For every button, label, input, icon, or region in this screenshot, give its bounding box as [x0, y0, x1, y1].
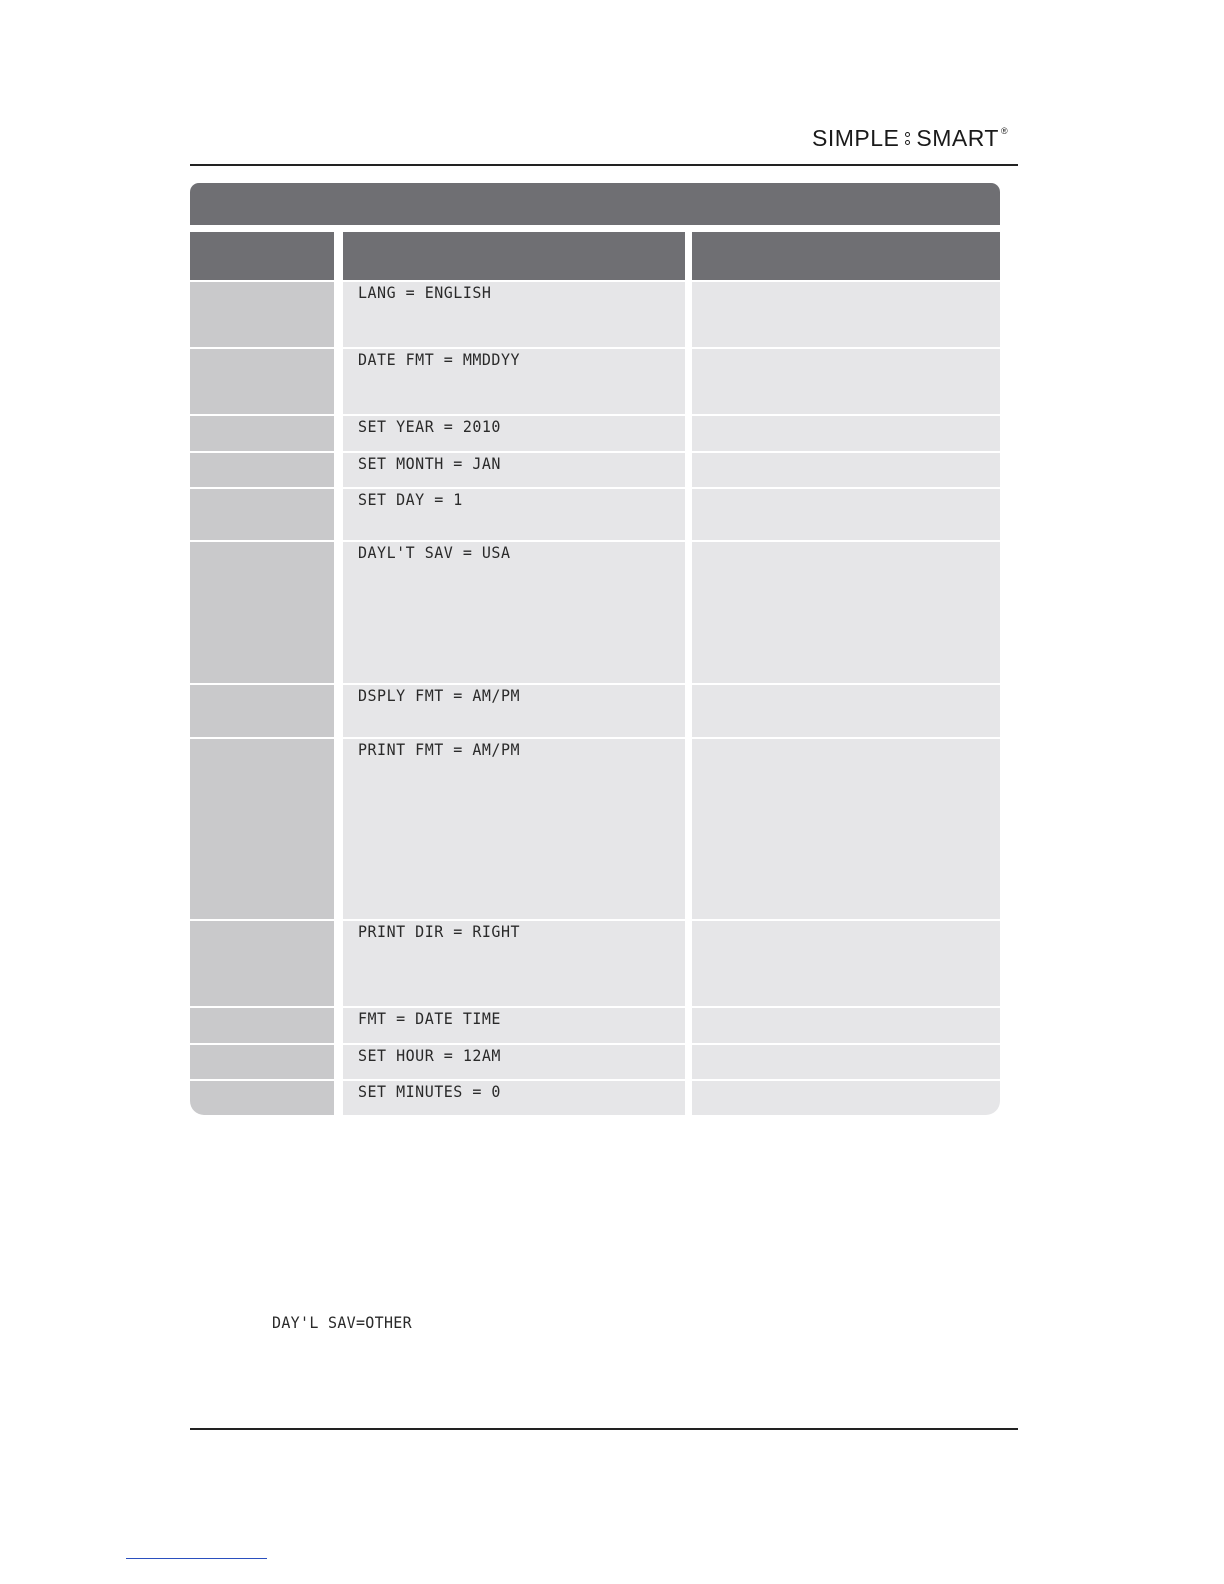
table-title-bar [190, 183, 1000, 225]
table-cell-setting [343, 489, 685, 540]
table-cell-setting [343, 1045, 685, 1079]
brand-dots-icon [905, 132, 910, 145]
table-cell-description [692, 416, 1000, 451]
table-cell-description [692, 489, 1000, 540]
table-row [190, 1008, 1000, 1043]
setting-display-text: DATE FMT = MMDDYY [358, 350, 521, 370]
table-cell-function [190, 349, 334, 414]
setting-display-text: LANG = ENGLISH [358, 283, 492, 303]
table-row [190, 1081, 1000, 1115]
table-row [190, 349, 1000, 414]
table-cell-function [190, 453, 334, 487]
column-header-3 [692, 232, 1000, 280]
footer-link-underline[interactable] [126, 1558, 267, 1559]
table-cell-description [692, 282, 1000, 347]
setting-display-text: SET YEAR = 2010 [358, 417, 501, 437]
setting-display-text: SET HOUR = 12AM [358, 1046, 501, 1066]
setting-display-text: DSPLY FMT = AM/PM [358, 686, 521, 706]
table-cell-function [190, 739, 334, 919]
setting-display-text: PRINT FMT = AM/PM [358, 740, 521, 760]
table-cell-description [692, 349, 1000, 414]
table-cell-setting [343, 685, 685, 737]
table-cell-setting [343, 921, 685, 1006]
table-cell-function [190, 282, 334, 347]
table-cell-function [190, 489, 334, 540]
brand-logo [812, 124, 1008, 152]
table-row [190, 1045, 1000, 1079]
table-cell-function [190, 1081, 334, 1115]
table-cell-description [692, 453, 1000, 487]
table-cell-setting [343, 282, 685, 347]
table-row [190, 489, 1000, 540]
table-cell-setting [343, 416, 685, 451]
table-cell-description [692, 542, 1000, 683]
table-cell-setting [343, 349, 685, 414]
setting-display-text: PRINT DIR = RIGHT [358, 922, 521, 942]
table-cell-setting [343, 453, 685, 487]
brand-right: SMART [916, 124, 999, 151]
table-cell-setting [343, 1008, 685, 1043]
table-cell-description [692, 921, 1000, 1006]
table-cell-description [692, 1081, 1000, 1115]
setting-display-text: FMT = DATE TIME [358, 1009, 501, 1029]
table-row [190, 282, 1000, 347]
table-cell-description [692, 739, 1000, 919]
table-cell-setting [343, 1081, 685, 1115]
table-cell-setting [343, 542, 685, 683]
column-header-2 [343, 232, 685, 280]
table-row [190, 542, 1000, 683]
footer-rule [190, 1428, 1018, 1430]
table-row [190, 739, 1000, 919]
table-cell-function [190, 542, 334, 683]
table-row [190, 685, 1000, 737]
setting-display-text: SET MONTH = JAN [358, 454, 501, 474]
table-row [190, 416, 1000, 451]
table-cell-description [692, 1045, 1000, 1079]
table-cell-function [190, 416, 334, 451]
table-cell-function [190, 921, 334, 1006]
table-cell-setting [343, 739, 685, 919]
brand-left: SIMPLE [812, 124, 900, 151]
setting-display-text: SET DAY = 1 [358, 490, 463, 510]
column-header-1 [190, 232, 334, 280]
header-rule [190, 164, 1018, 166]
registered-mark: ® [1000, 126, 1009, 136]
table-cell-description [692, 1008, 1000, 1043]
note-display-text: DAY'L SAV=OTHER [272, 1313, 412, 1333]
table-row [190, 921, 1000, 1006]
table-cell-function [190, 685, 334, 737]
table-cell-description [692, 685, 1000, 737]
setting-display-text: SET MINUTES = 0 [358, 1082, 501, 1102]
table-cell-function [190, 1045, 334, 1079]
table-row [190, 453, 1000, 487]
setting-display-text: DAYL'T SAV = USA [358, 543, 511, 563]
table-cell-function [190, 1008, 334, 1043]
